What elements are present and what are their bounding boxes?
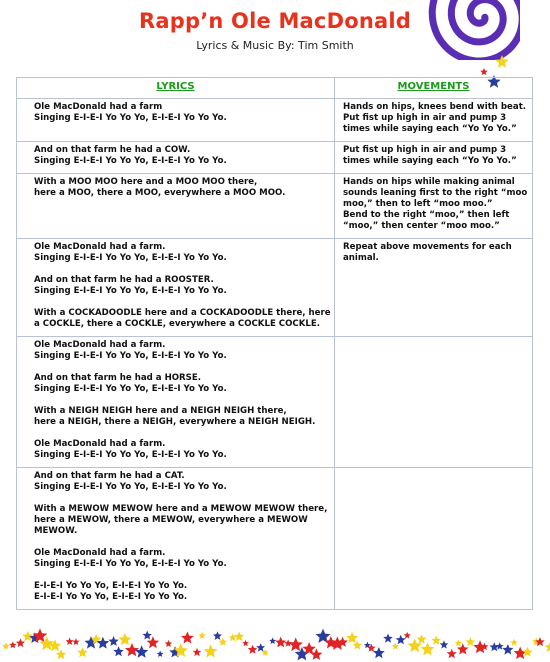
star-icon	[108, 636, 118, 646]
lyric-stanza: Ole MacDonald had a farm. Singing E-I-E-I Yo Yo Yo, E-I-E-I Yo Yo Yo.	[34, 340, 227, 361]
table-row	[17, 468, 533, 610]
star-icon	[242, 640, 249, 646]
star-icon	[56, 649, 67, 659]
lyric-stanza: And on that farm he had a ROOSTER. Singing E-I-E-I Yo Yo Yo, E-I-E-I Yo Yo Yo.	[34, 275, 227, 296]
star-icon	[417, 634, 427, 644]
lyric-stanza: And on that farm he had a HORSE. Singing E-I-E-I Yo Yo Yo, E-I-E-I Yo Yo Yo.	[34, 373, 227, 394]
star-icon	[346, 632, 358, 644]
star-icon	[447, 649, 457, 659]
table-header-row	[17, 78, 533, 99]
star-icon	[66, 637, 74, 645]
star-icon	[165, 640, 172, 647]
star-icon	[289, 637, 303, 651]
movement-text: Put fist up high in air and pump 3 times while saying each “Yo Yo Yo.”	[343, 145, 517, 166]
star-icon	[522, 647, 532, 657]
star-icon	[143, 631, 152, 640]
lyric-stanza: E-I-E-I Yo Yo Yo, E-I-E-I Yo Yo Yo. E-I-E-I Yo Yo Yo, E-I-E-I Yo Yo Yo.	[34, 581, 188, 602]
star-icon	[198, 632, 205, 639]
lyrics-cell	[17, 142, 335, 174]
movements-cell	[335, 239, 533, 337]
star-icon	[495, 55, 508, 68]
star-icon	[256, 643, 265, 652]
star-icon	[22, 631, 33, 641]
lyric-stanza: Ole MacDonald had a farm. Singing E-I-E-I Yo Yo Yo, E-I-E-I Yo Yo Yo.	[34, 242, 227, 263]
lyrics-cell	[17, 99, 335, 142]
lyrics-heading: LYRICS	[17, 78, 335, 99]
table-row	[17, 174, 533, 239]
lyric-stanza: With a MOO MOO here and a MOO MOO there, here a MOO, there a MOO, everywhere a MOO MOO.	[34, 177, 286, 198]
star-icon	[16, 638, 25, 647]
table-row	[17, 99, 533, 142]
movement-text: Repeat above movements for each animal.	[343, 242, 512, 263]
movements-cell	[335, 174, 533, 239]
movements-cell	[335, 142, 533, 174]
star-icon	[193, 648, 202, 656]
credit-line: Lyrics & Music By: Tim Smith	[196, 39, 354, 52]
star-icon	[72, 638, 79, 645]
star-icon	[275, 637, 286, 648]
lyric-stanza: Ole MacDonald had a farm Singing E-I-E-I Yo Yo Yo, E-I-E-I Yo Yo Yo.	[34, 102, 227, 123]
star-icon	[466, 637, 475, 646]
star-icon	[181, 631, 194, 643]
star-icon	[248, 645, 257, 654]
lyric-stanza: Ole MacDonald had a farm. Singing E-I-E-I Yo Yo Yo, E-I-E-I Yo Yo Yo.	[34, 439, 227, 460]
table-row	[17, 142, 533, 174]
movements-cell	[335, 337, 533, 468]
star-icon	[373, 647, 385, 658]
lyric-stanza: With a NEIGH NEIGH here and a NEIGH NEIGH there, here a NEIGH, there a NEIGH, everywhere a NEIGH NEIGH.	[34, 406, 316, 427]
star-icon	[502, 644, 513, 655]
star-icon	[490, 642, 500, 651]
lyric-stanza: With a COCKADOODLE here and a COCKADOODLE there, here a COCKLE, there a COCKLE, everywhere a COCKLE COCKLE.	[34, 308, 331, 329]
star-icon	[118, 633, 131, 645]
movements-cell	[335, 468, 533, 610]
lyrics-cell	[17, 337, 335, 468]
star-border	[0, 627, 550, 662]
star-icon	[204, 644, 218, 657]
star-icon	[113, 646, 124, 656]
star-icon	[455, 639, 462, 646]
star-icon	[213, 631, 222, 640]
lyric-stanza: And on that farm he had a CAT. Singing E-I-E-I Yo Yo Yo, E-I-E-I Yo Yo Yo.	[34, 471, 227, 492]
page-title: Rapp’n Ole MacDonald	[139, 9, 411, 33]
song-table	[16, 77, 533, 610]
star-icon	[421, 642, 435, 655]
star-icon	[157, 651, 164, 657]
star-icon	[2, 642, 10, 649]
star-icon	[396, 635, 406, 645]
table-row	[17, 337, 533, 468]
lyric-stanza: And on that farm he had a COW. Singing E-I-E-I Yo Yo Yo, E-I-E-I Yo Yo Yo.	[34, 145, 227, 166]
star-icon	[514, 647, 527, 659]
lyrics-cell	[17, 174, 335, 239]
star-icon	[431, 636, 441, 645]
star-icon	[404, 632, 411, 639]
movements-heading: MOVEMENTS	[335, 78, 533, 99]
spiral-icon	[428, 0, 520, 60]
song-body	[17, 99, 533, 610]
lyrics-cell	[17, 239, 335, 337]
star-icon	[269, 637, 276, 644]
movement-text: Hands on hips, knees bend with beat. Put fist up high in air and pump 3 times while saying each “Yo Yo Yo.”	[343, 102, 527, 134]
movement-text: Hands on hips while making animal sounds leaning first to the right “moo moo,” then to left “moo moo.” Bend to the right “moo,” then left “moo,” then center “moo moo.”	[343, 177, 528, 231]
star-icon	[125, 643, 139, 656]
star-icon	[9, 641, 16, 648]
lyric-stanza: Ole MacDonald had a farm. Singing E-I-E-I Yo Yo Yo, E-I-E-I Yo Yo Yo.	[34, 548, 227, 569]
star-icon	[545, 641, 550, 652]
star-icon	[383, 634, 393, 643]
star-icon	[480, 68, 488, 75]
lyric-stanza: With a MEWOW MEWOW here and a MEWOW MEWOW there, here a MEWOW, there a MEWOW, everywhere a MEWOW MEWOW.	[34, 504, 328, 536]
star-icon	[229, 634, 237, 642]
star-icon	[234, 631, 244, 641]
star-icon	[510, 639, 517, 646]
star-icon	[77, 647, 88, 657]
movements-cell	[335, 99, 533, 142]
star-icon	[496, 642, 504, 649]
star-icon	[135, 645, 148, 658]
lyrics-cell	[17, 468, 335, 610]
table-row	[17, 239, 533, 337]
star-icon	[440, 640, 449, 648]
